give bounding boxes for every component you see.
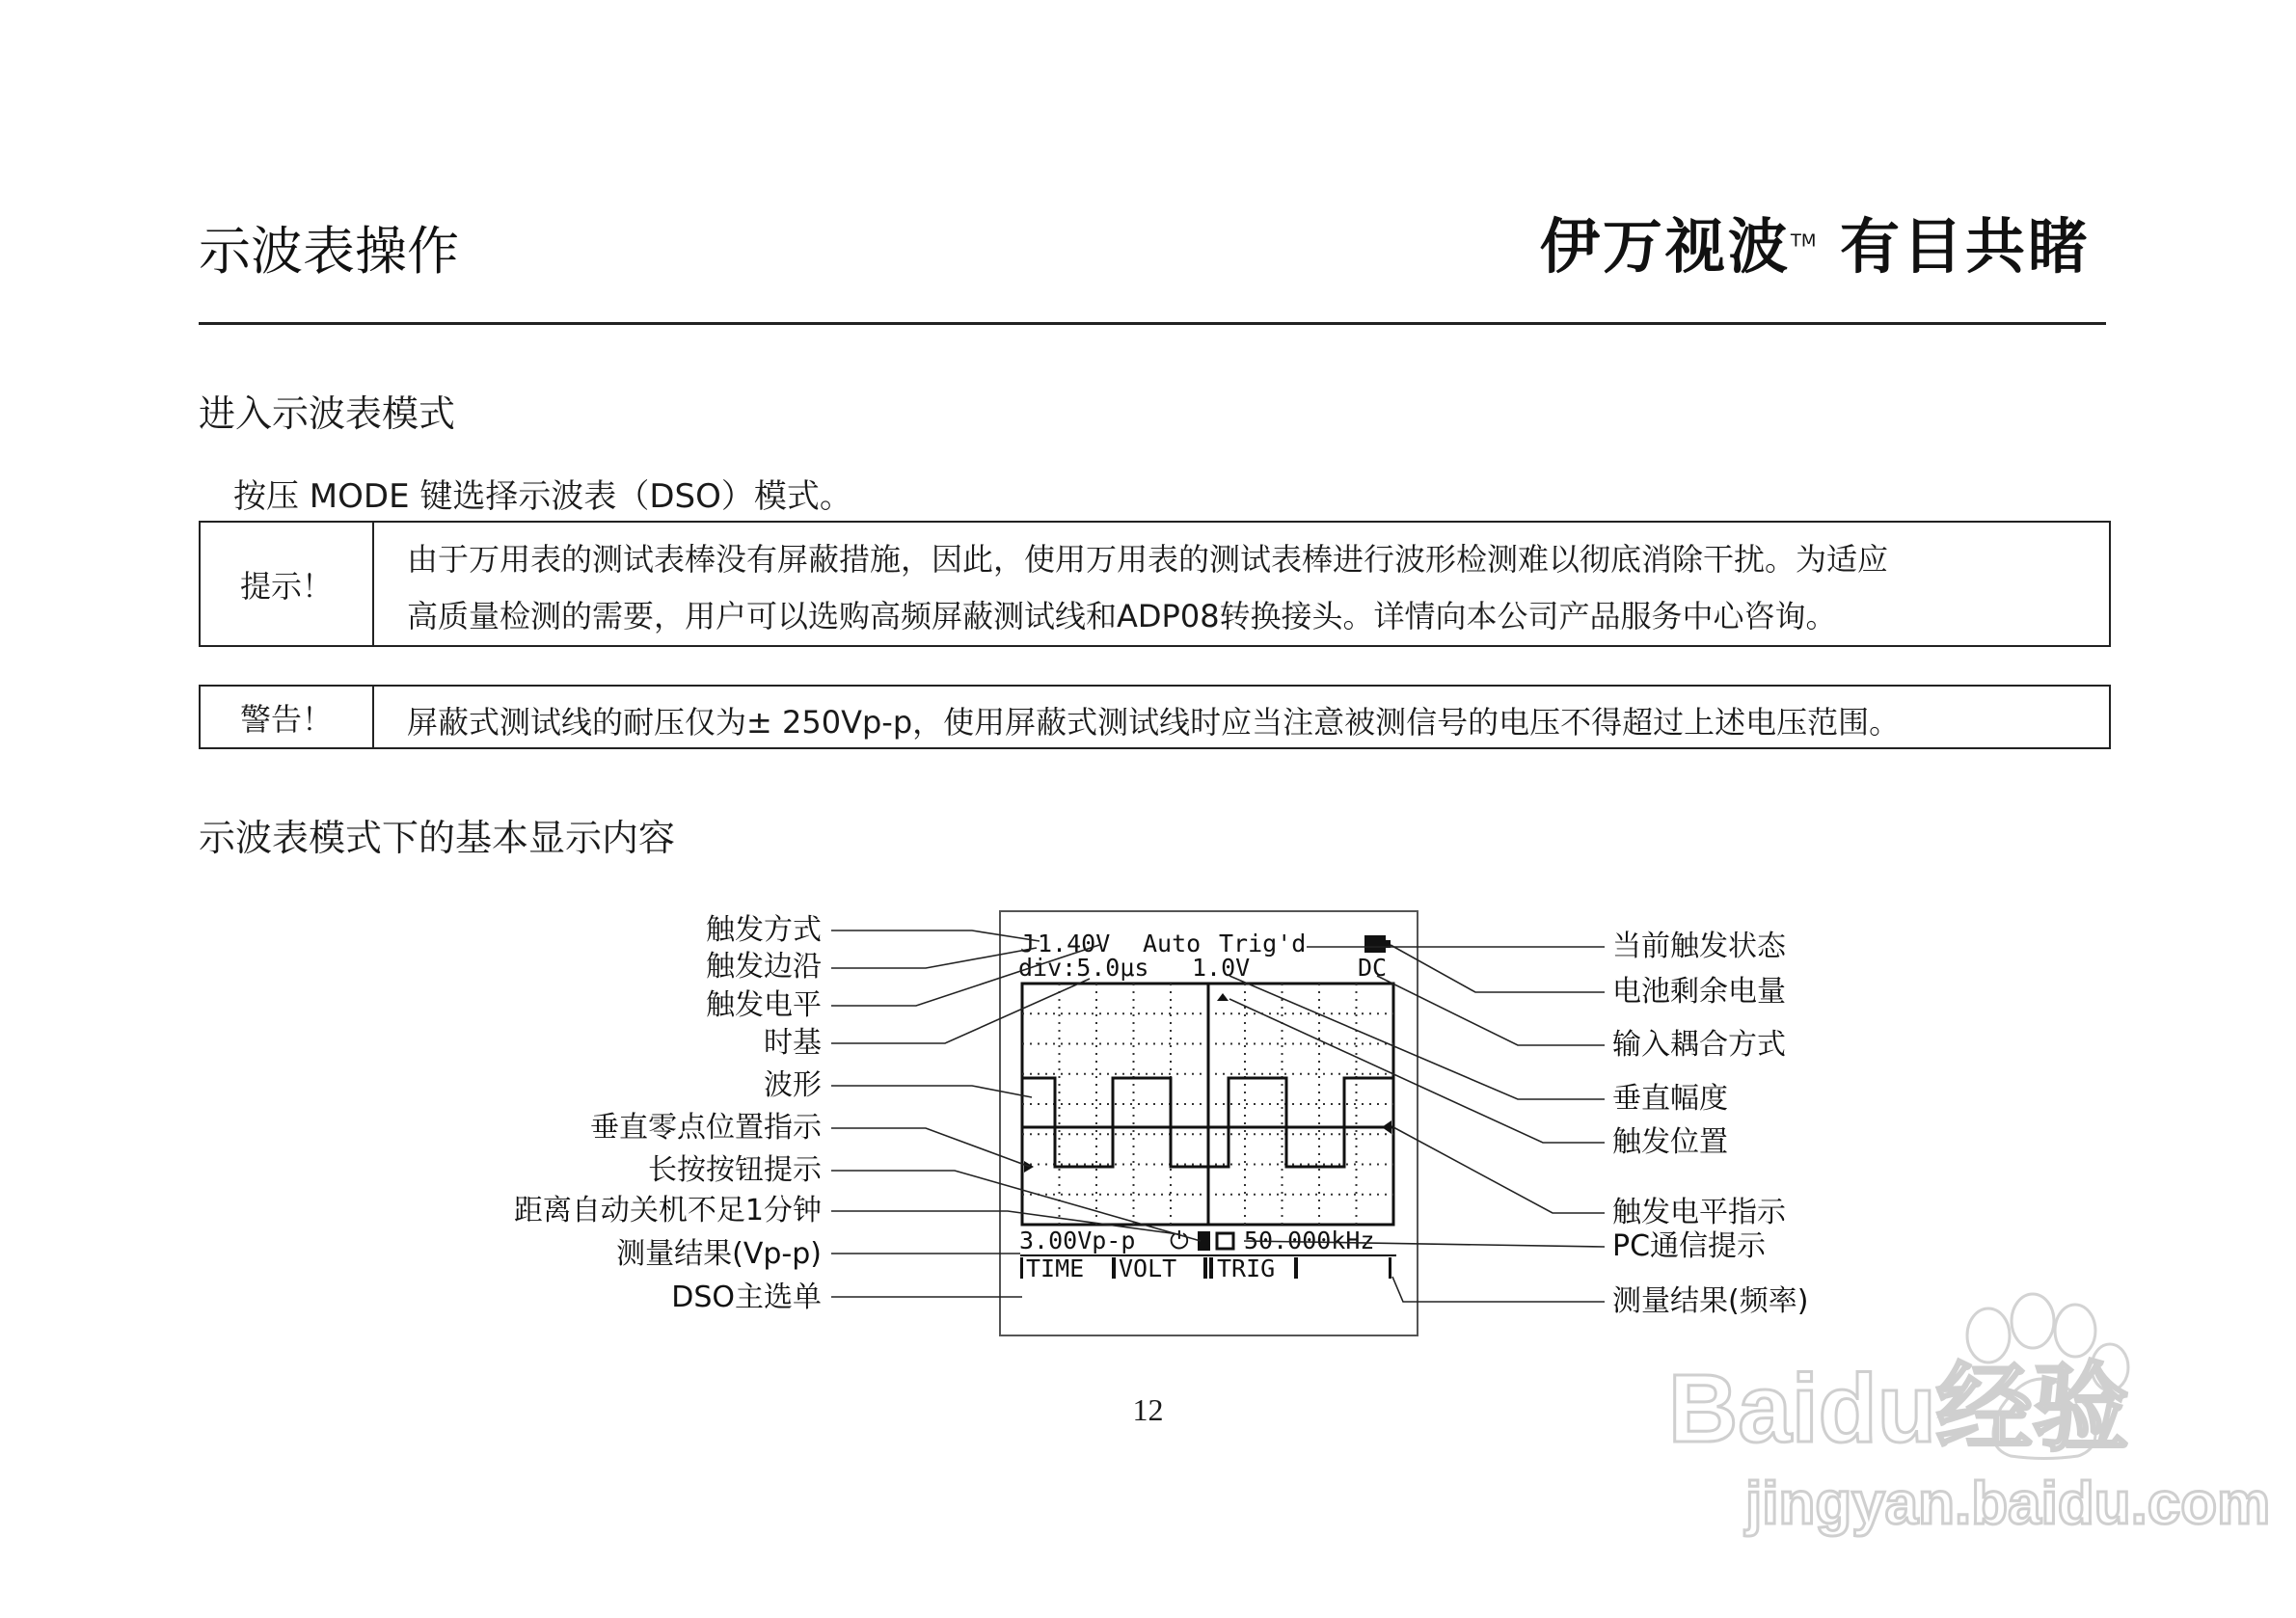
tip-label: 提示！ <box>201 523 374 645</box>
lcd-timebase: div:5.0μs <box>1018 954 1149 982</box>
baidu-jingyan-watermark <box>1630 1273 2271 1552</box>
label-trigger-position: 触发位置 <box>1612 1125 1728 1159</box>
page-title: 示波表操作 <box>199 221 459 282</box>
label-input-coupling: 输入耦合方式 <box>1612 1028 1786 1062</box>
label-trigger-level: 触发电平 <box>706 988 822 1022</box>
label-trigger-status: 当前触发状态 <box>1612 930 1786 963</box>
trademark-mark: TM <box>1790 230 1817 252</box>
lcd-volts-div: 1.0V <box>1192 954 1251 982</box>
page-number: 12 <box>1132 1392 1164 1427</box>
header-divider <box>199 322 2106 325</box>
label-auto-off-warning: 距离自动关机不足1分钟 <box>513 1194 822 1227</box>
watermark-logo: Baidu经验 <box>1668 1355 2129 1463</box>
label-dso-menu: DSO主选单 <box>671 1281 822 1314</box>
lcd-trigger-status: Trig'd <box>1219 930 1307 957</box>
label-measure-vpp: 测量结果(Vp-p) <box>616 1237 822 1271</box>
section-heading-enter-dso: 进入示波表模式 <box>199 392 456 435</box>
mode-instruction: 按压 MODE 键选择示波表（DSO）模式。 <box>233 477 852 516</box>
lcd-trigger-mode: Auto <box>1143 930 1202 957</box>
label-trigger-level-indicator: 触发电平指示 <box>1612 1196 1786 1229</box>
battery-icon <box>1364 935 1386 953</box>
label-vertical-zero: 垂直零点位置指示 <box>590 1111 822 1145</box>
label-trigger-edge: 触发边沿 <box>706 950 822 984</box>
lcd-trigger-level: 1.40V <box>1038 930 1111 957</box>
label-battery-level: 电池剩余电量 <box>1612 975 1786 1009</box>
menu-trig: TRIG <box>1217 1254 1276 1282</box>
lcd-coupling: DC <box>1358 954 1388 982</box>
warning-box <box>199 685 2111 749</box>
power-icon: ⏻ <box>1170 1227 1189 1254</box>
menu-volt: VOLT <box>1119 1254 1177 1282</box>
brand-name: 伊万视波 <box>1539 211 1791 282</box>
tip-text-line-2: 高质量检测的需要，用户可以选购高频屏蔽测试线和ADP08转换接头。详情向本公司产品服务中心咨询。 <box>407 598 1837 634</box>
label-pc-communication: PC通信提示 <box>1612 1229 1767 1263</box>
watermark-url: jingyan.baidu.com <box>1745 1470 2271 1537</box>
warning-label: 警告！ <box>201 687 374 747</box>
lcd-measure-freq: 50.000kHz <box>1244 1227 1375 1254</box>
section-heading-display: 示波表模式下的基本显示内容 <box>199 817 676 859</box>
lcd-trigger-edge-icon: Ϳ <box>1020 930 1036 957</box>
tip-box <box>199 521 2111 647</box>
lcd-measure-vpp: 3.00Vp-p <box>1019 1227 1136 1254</box>
label-measure-frequency: 测量结果(频率) <box>1612 1284 1809 1318</box>
label-timebase: 时基 <box>764 1026 822 1060</box>
label-vertical-scale: 垂直幅度 <box>1612 1082 1728 1116</box>
tip-text-line-1: 由于万用表的测试表棒没有屏蔽措施，因此，使用万用表的测试表棒进行波形检测难以彻底消除干扰。为适应 <box>407 541 1889 578</box>
brand-logo <box>1540 199 2091 284</box>
brand-tagline: 有目共睹 <box>1839 211 2091 282</box>
label-waveform: 波形 <box>764 1068 822 1102</box>
pc-comm-icon <box>1217 1233 1233 1249</box>
label-trigger-mode: 触发方式 <box>706 913 822 947</box>
warning-text: 屏蔽式测试线的耐压仅为± 250Vp-p，使用屏蔽式测试线时应当注意被测信号的电压不得超过上述电压范围。 <box>407 704 1901 741</box>
menu-time: TIME <box>1026 1254 1085 1282</box>
label-long-press-hint: 长按按钮提示 <box>648 1153 822 1187</box>
